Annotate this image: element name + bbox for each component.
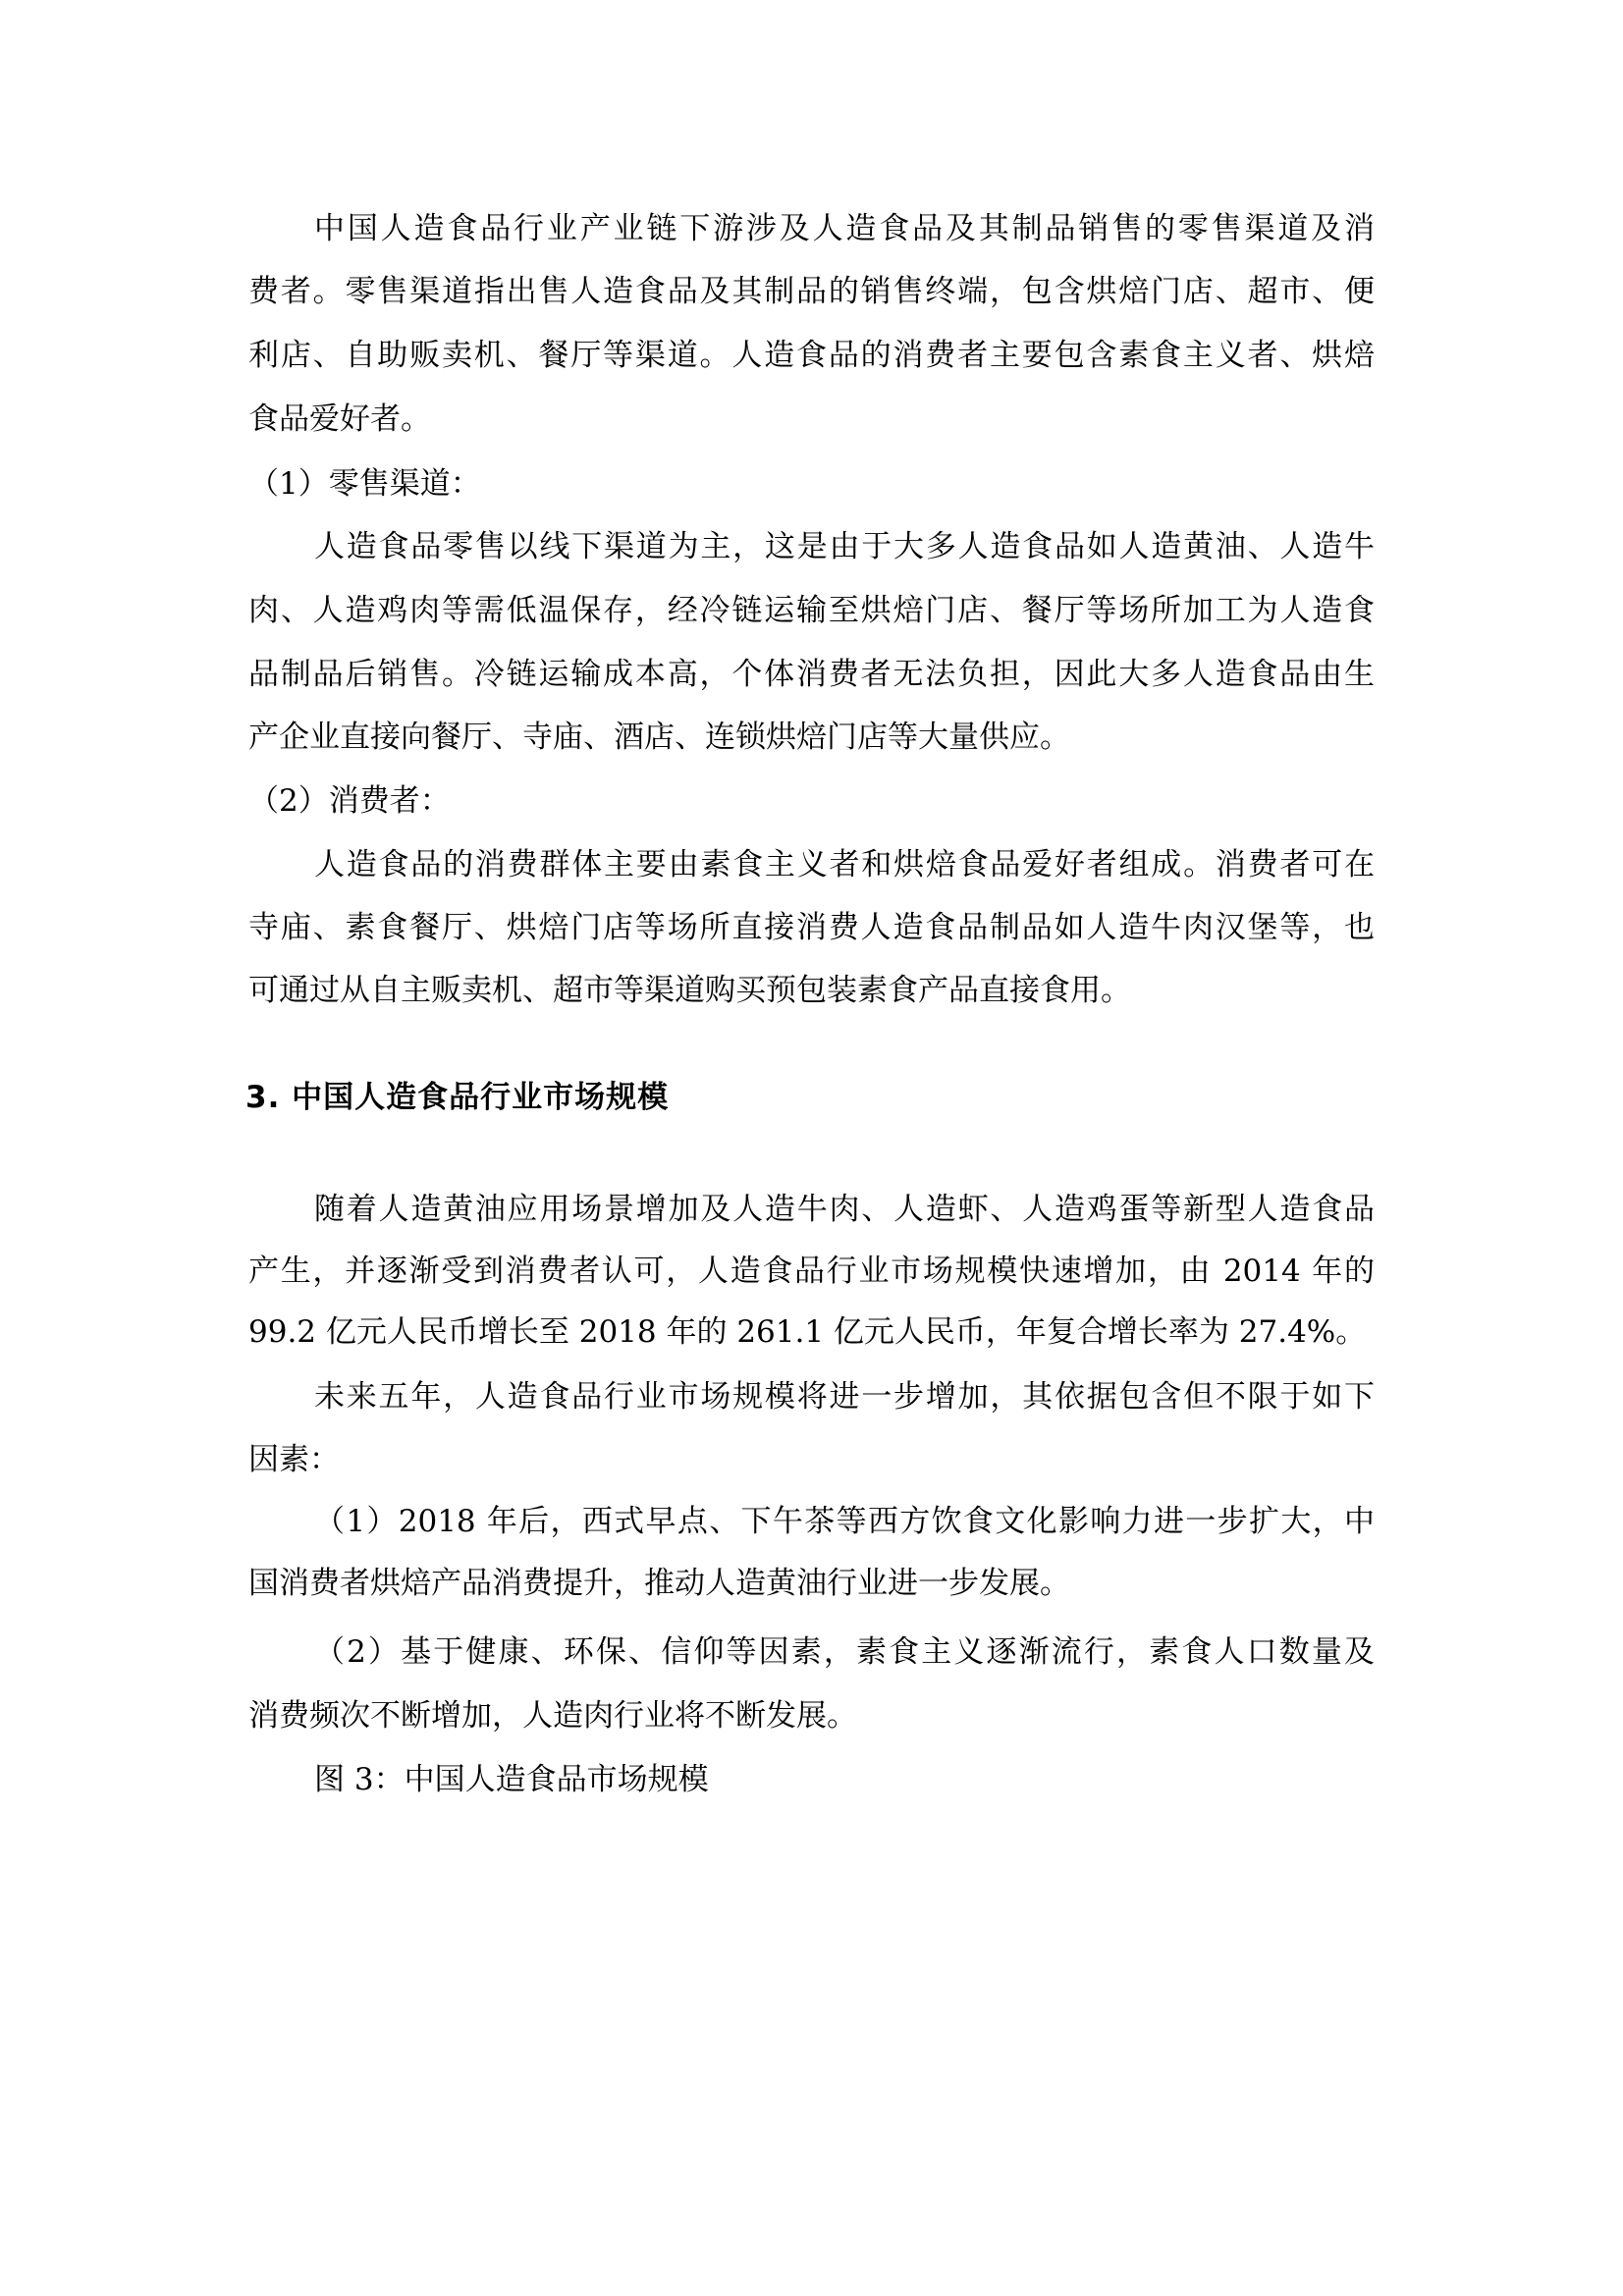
paragraph-5-line-2: 因素： [248, 1442, 340, 1477]
paragraph-1-line-4: 食品爱好者。 [248, 401, 431, 437]
subheading-retail-channels: （1）零售渠道： [248, 466, 481, 502]
paragraph-6-line-1: （1）2018 年后，西式早点、下午茶等西方饮食文化影响力进一步扩大，中 [314, 1504, 1375, 1539]
section-heading: 3. 中国人造食品行业市场规模 [245, 1080, 670, 1115]
paragraph-1-line-1: 中国人造食品行业产业链下游涉及人造食品及其制品销售的零售渠道及消 [314, 211, 1375, 246]
paragraph-2-line-1: 人造食品零售以线下渠道为主，这是由于大多人造食品如人造黄油、人造牛 [314, 529, 1375, 564]
paragraph-3-line-2: 寺庙、素食餐厅、烘焙门店等场所直接消费人造食品制品如人造牛肉汉堡等，也 [248, 910, 1375, 945]
paragraph-7-line-1: （2）基于健康、环保、信仰等因素，素食主义逐渐流行，素食人口数量及 [314, 1634, 1375, 1670]
paragraph-3-line-1: 人造食品的消费群体主要由素食主义者和烘焙食品爱好者组成。消费者可在 [314, 847, 1375, 882]
paragraph-1-line-2: 费者。零售渠道指出售人造食品及其制品的销售终端，包含烘焙门店、超市、便 [248, 274, 1375, 309]
paragraph-7-line-2: 消费频次不断增加，人造肉行业将不断发展。 [248, 1698, 857, 1734]
paragraph-5-line-1: 未来五年，人造食品行业市场规模将进一步增加，其依据包含但不限于如下 [314, 1379, 1375, 1415]
paragraph-2-line-2: 肉、人造鸡肉等需低温保存，经冷链运输至烘焙门店、餐厅等场所加工为人造食 [248, 593, 1375, 628]
paragraph-6-line-2: 国消费者烘焙产品消费提升，推动人造黄油行业进一步发展。 [248, 1566, 1070, 1601]
paragraph-2-line-3: 品制品后销售。冷链运输成本高，个体消费者无法负担，因此大多人造食品由生 [248, 657, 1375, 692]
figure-caption: 图 3：中国人造食品市场规模 [314, 1762, 709, 1797]
paragraph-1-line-3: 利店、自助贩卖机、餐厅等渠道。人造食品的消费者主要包含素食主义者、烘焙 [248, 338, 1375, 373]
subheading-consumers: （2）消费者： [248, 783, 451, 819]
paragraph-4-line-2: 产生，并逐渐受到消费者认可，人造食品行业市场规模快速增加，由 2014 年的 [248, 1254, 1375, 1289]
paragraph-4-line-1: 随着人造黄油应用场景增加及人造牛肉、人造虾、人造鸡蛋等新型人造食品 [314, 1192, 1375, 1227]
paragraph-4-line-3: 99.2 亿元人民币增长至 2018 年的 261.1 亿元人民币，年复合增长率为 27.4%。 [248, 1314, 1367, 1350]
paragraph-3-line-3: 可通过从自主贩卖机、超市等渠道购买预包装素食产品直接食用。 [248, 973, 1131, 1008]
paragraph-2-line-4: 产企业直接向餐厅、寺庙、酒店、连锁烘焙门店等大量供应。 [248, 720, 1070, 755]
